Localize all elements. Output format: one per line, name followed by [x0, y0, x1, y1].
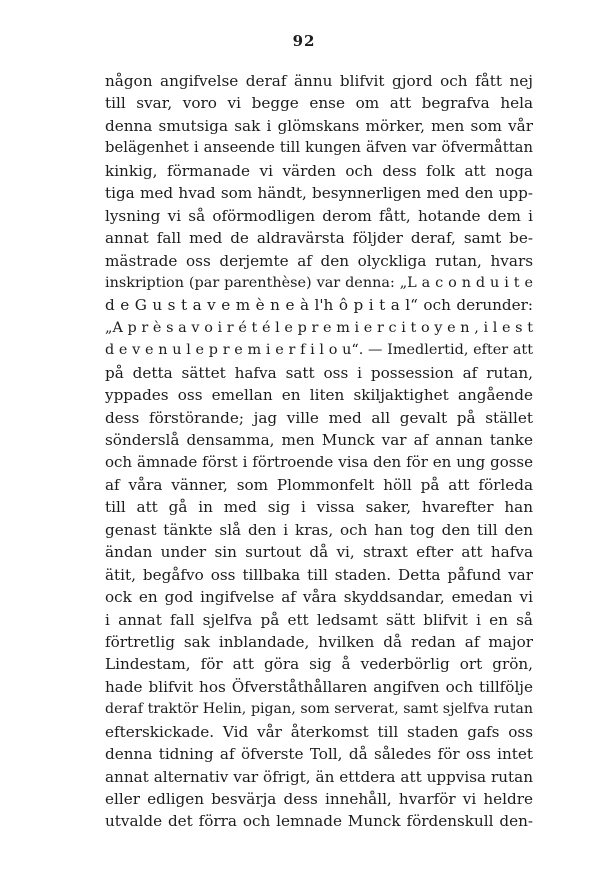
text-line: på detta sättet hafva satt oss i possession af rutan, — [105, 363, 533, 382]
text-line: till svar, voro vi begge ense om att begrafva hela — [105, 94, 533, 113]
text-line: af våra vänner, som Plommonfelt höll på att förleda — [105, 475, 533, 494]
text-line: till att gå in med sig i vissa saker, hvarefter han — [105, 498, 533, 517]
text-line: belägenhet i anseende till kungen äfven var öfvermåttan — [105, 139, 533, 157]
text-line: efterskickade. Vid vår återkomst till staden gafs oss — [105, 722, 533, 741]
text-line: och ämnade först i förtroende visa den för en ung gosse — [105, 453, 533, 472]
text-line: dess förstörande; jag ville med all gevalt på stället — [105, 408, 533, 427]
text-line: eller edligen besvärja dess innehåll, hvarför vi heldre — [105, 790, 533, 808]
page-number: 92 — [292, 32, 316, 50]
text-line: ätit, begåfvo oss tillbaka till staden. Detta påfund var — [105, 565, 533, 584]
body-text — [105, 70, 533, 833]
text-line: d e G u s t a v e m è n e à l'h ô p i t a l“ och derunder: — [105, 296, 533, 315]
text-line: annat fall med de aldravärsta följder deraf, samt be- — [105, 229, 533, 248]
text-line: d e v e n u l e p r e m i e r f i l o u“. — Imedlertid, efter att — [105, 342, 533, 359]
text-line: hade blifvit hos Öfverståthållaren angifven och tillfölje — [105, 677, 533, 696]
text-line: ock en god ingifvelse af våra skyddsandar, emedan vi — [105, 588, 533, 607]
text-line: inskription (par parenthèse) var denna: „L a c o n d u i t e — [105, 274, 533, 291]
text-line: denna smutsiga sak i glömskans mörker, men som vår — [105, 116, 533, 135]
text-line: utvalde det förra och lemnade Munck fördenskull den- — [105, 812, 533, 831]
text-line: i annat fall sjelfva på ett ledsamt sätt blifvit i en så — [105, 610, 533, 629]
text-line: deraf traktör Helin, pigan, som serverat, samt sjelfva rutan — [105, 701, 533, 718]
text-line: annat alternativ var öfrigt, än ettdera att uppvisa rutan — [105, 767, 533, 786]
text-line: kinkig, förmanade vi värden och dess folk att noga — [105, 161, 533, 180]
text-line: ändan under sin surtout då vi, straxt efter att hafva — [105, 543, 533, 562]
text-line: mästrade oss derjemte af den olyckliga rutan, hvars — [105, 251, 533, 270]
text-line: „A p r è s a v o i r é t é l e p r e m i e r c i t o y e n , i l e s t — [105, 319, 533, 336]
text-line: tiga med hvad som händt, besynnerligen med den upp- — [105, 184, 533, 203]
text-line: yppades oss emellan en liten skiljaktighet angående — [105, 386, 533, 405]
text-line: sönderslå densamma, men Munck var af annan tanke — [105, 431, 533, 449]
text-line: genast tänkte slå den i kras, och han tog den till den — [105, 520, 533, 539]
text-line: Lindestam, för att göra sig å vederbörlig ort grön, — [105, 655, 533, 674]
text-line: någon angifvelse deraf ännu blifvit gjord och fått nej — [105, 72, 533, 90]
text-line: lysning vi så oförmodligen derom fått, hotande dem i — [105, 206, 533, 225]
text-line: förtretlig sak inblandade, hvilken då redan af major — [105, 632, 533, 651]
text-line: denna tidning af öfverste Toll, då således för oss intet — [105, 745, 533, 764]
